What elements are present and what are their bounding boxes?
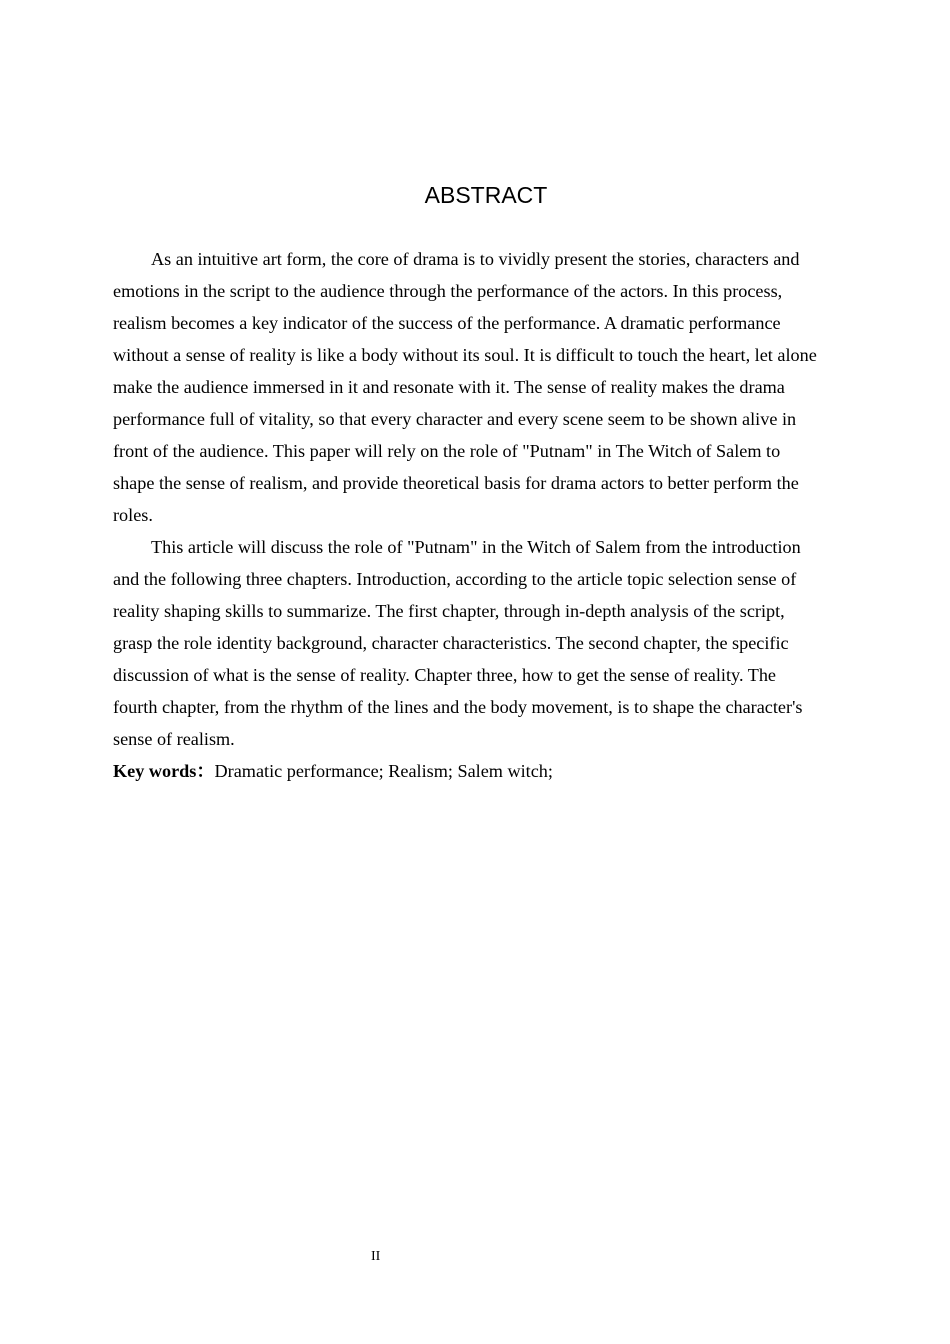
text-line: realism becomes a key indicator of the success of the performance. A dramatic performance xyxy=(113,313,781,333)
abstract-title: ABSTRACT xyxy=(424,182,548,208)
text-line: performance full of vitality, so that every character and every scene seem to be shown alive in xyxy=(113,409,797,429)
text-line: shape the sense of realism, and provide theoretical basis for drama actors to better perform the xyxy=(113,473,799,493)
text-line: and the following three chapters. Introduction, according to the article topic selection sense of xyxy=(113,569,797,589)
text-line: As an intuitive art form, the core of drama is to vividly present the stories, characters and xyxy=(151,249,800,269)
abstract-paragraph-1 xyxy=(113,243,861,531)
text-line: front of the audience. This paper will rely on the role of "Putnam" in The Witch of Salem to xyxy=(113,441,781,461)
keywords-value: Dramatic performance; Realism; Salem witch; xyxy=(214,761,553,781)
text-line: reality shaping skills to summarize. The first chapter, through in-depth analysis of the script, xyxy=(113,601,785,621)
keywords-line xyxy=(113,755,861,787)
abstract-paragraph-2 xyxy=(113,531,861,755)
text-line: roles. xyxy=(113,505,153,525)
page-number: II xyxy=(371,1249,381,1264)
text-line: sense of realism. xyxy=(113,729,235,749)
text-line: fourth chapter, from the rhythm of the lines and the body movement, is to shape the character's xyxy=(113,697,803,717)
text-line: This article will discuss the role of "Putnam" in the Witch of Salem from the introduction xyxy=(151,537,801,557)
text-line: discussion of what is the sense of reality. Chapter three, how to get the sense of reality. The xyxy=(113,665,776,685)
text-line: make the audience immersed in it and resonate with it. The sense of reality makes the drama xyxy=(113,377,785,397)
text-line: emotions in the script to the audience through the performance of the actors. In this process, xyxy=(113,281,783,301)
keywords-label: Key words： xyxy=(113,761,215,781)
text-line: without a sense of reality is like a body without its soul. It is difficult to touch the heart, let alone xyxy=(113,345,817,365)
text-line: grasp the role identity background, character characteristics. The second chapter, the specific xyxy=(113,633,789,653)
abstract-body xyxy=(113,243,861,787)
